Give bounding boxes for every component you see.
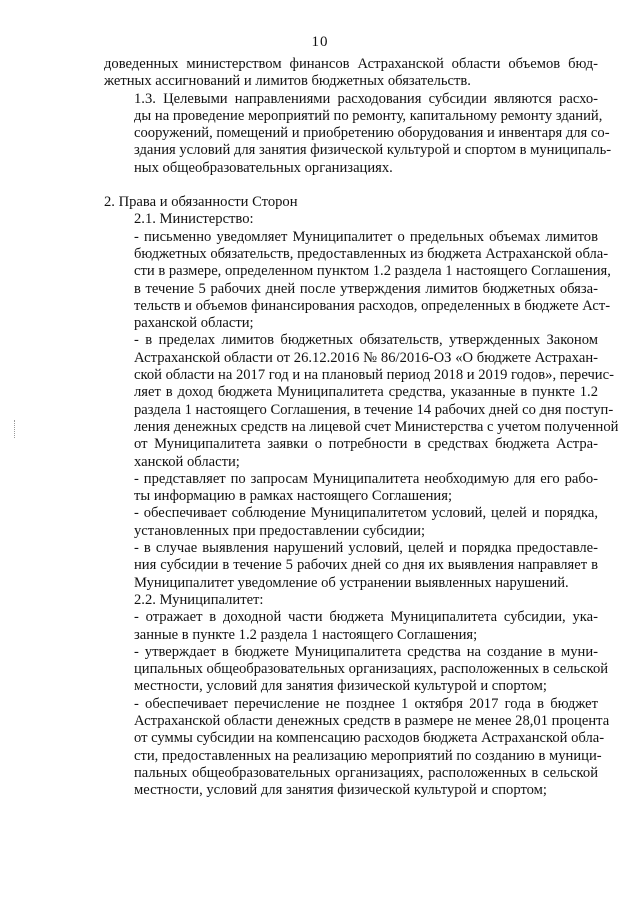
text-line: Муниципалитет уведомление об устранении выявленных нарушений.	[134, 574, 569, 591]
paragraph-ministry-violations	[104, 540, 598, 592]
margin-mark	[14, 420, 18, 438]
text-line: раханской области;	[134, 315, 254, 332]
text-line: ния субсидии в течение 5 рабочих дней со дня их выявления направляет в	[134, 557, 598, 574]
text-line: здания условий для занятия физической культурой и спортом в муниципаль-	[134, 142, 612, 159]
text-line: пальных общеобразовательных организациях, расположенных в сельской	[134, 764, 598, 781]
text-line: сти, предоставленных на реализацию мероприятий по созданию в муници-	[134, 747, 602, 764]
paragraph-municipality-approves	[104, 643, 609, 696]
text-line: 2.1. Министерство:	[134, 211, 254, 228]
text-line: местности, условий для занятия физической культурой и спортом;	[134, 782, 547, 799]
paragraph-municipality-reflects	[104, 609, 598, 644]
section-heading	[104, 194, 598, 211]
paragraph-ministry-control	[104, 505, 598, 540]
paragraph-ministry-transfer	[104, 332, 619, 470]
text-line: ханской области;	[134, 453, 240, 470]
paragraph-municipality-transfer	[104, 695, 610, 800]
text-line: - в пределах лимитов бюджетных обязательств, утвержденных Законом	[134, 332, 598, 349]
text-line: 2. Права и обязанности Сторон	[104, 194, 298, 211]
document-body	[104, 56, 619, 799]
text-line: - представляет по запросам Муниципалитета необходимую для его рабо-	[134, 470, 598, 487]
paragraph-continuation	[104, 56, 598, 91]
text-line: ляет в доход бюджета Муниципалитета средства, указанные в пункте 1.2	[134, 384, 598, 401]
text-line: - обеспечивает перечисление не позднее 1 октября 2017 года в бюджет	[134, 695, 598, 712]
paragraph-1-3	[104, 90, 612, 177]
text-line: местности, условий для занятия физической культурой и спортом;	[134, 678, 547, 695]
text-line: ды на проведение мероприятий по ремонту, капитальному ремонту зданий,	[134, 107, 603, 124]
text-line: ской области на 2017 год и на плановый период 2018 и 2019 годов», перечис-	[134, 367, 614, 384]
text-line: доведенных министерством финансов Астраханской области объемов бюд-	[104, 56, 598, 72]
text-line: 1.3. Целевыми направлениями расходования субсидии являются расхо-	[134, 90, 598, 107]
text-line: - в случае выявления нарушений условий, целей и порядка предоставле-	[134, 540, 598, 557]
text-line: занные в пункте 1.2 раздела 1 настоящего Соглашения;	[134, 626, 478, 643]
text-line: - утверждает в бюджете Муниципалитета средства на создание в муни-	[134, 643, 598, 660]
text-line: ципальных общеобразовательных организациях, расположенных в сельской	[134, 661, 609, 678]
text-line: Астраханской области денежных средств в размере не менее 28,01 процента	[134, 712, 610, 729]
text-line: бюджетных обязательств, предоставленных из бюджета Астраханской обла-	[134, 245, 609, 262]
text-line: жетных ассигнований и лимитов бюджетных обязательств.	[104, 73, 471, 90]
text-line: - письменно уведомляет Муниципалитет о предельных объемах лимитов	[134, 228, 598, 245]
text-line: установленных при предоставлении субсидии;	[134, 522, 426, 539]
paragraph-ministry-info	[104, 471, 598, 506]
text-line: ления денежных средств на лицевой счет Министерства с учетом полученной	[134, 418, 619, 435]
text-line: тельств и объемов финансирования расходов, определенных в бюджете Аст-	[134, 297, 611, 314]
text-line: Астраханской области от 26.12.2016 № 86/2016-ОЗ «О бюджете Астрахан-	[134, 349, 598, 366]
text-line: ных общеобразовательных организациях.	[134, 159, 393, 176]
subsection-2-2	[104, 592, 598, 609]
text-line: в течение 5 рабочих дней после утверждения лимитов бюджетных обяза-	[134, 280, 598, 297]
text-line: - обеспечивает соблюдение Муниципалитетом условий, целей и порядка,	[134, 505, 598, 522]
text-line: от суммы субсидии на компенсацию расходов бюджета Астраханской обла-	[134, 730, 605, 747]
paragraph-ministry-notify	[104, 228, 611, 333]
text-line: сти в размере, определенном пунктом 1.2 раздела 1 настоящего Соглашения,	[134, 263, 611, 280]
text-line: - отражает в доходной части бюджета Муниципалитета субсидии, ука-	[134, 609, 598, 626]
text-line: от Муниципалитета заявки о потребности в средствах бюджета Астра-	[134, 436, 598, 453]
text-line: ты информацию в рамках настоящего Соглашения;	[134, 488, 453, 505]
subsection-2-1	[104, 211, 598, 228]
text-line: раздела 1 настоящего Соглашения, в течение 14 рабочих дней со дня поступ-	[134, 401, 614, 418]
text-line: сооружений, помещений и приобретению оборудования и инвентаря для со-	[134, 125, 610, 142]
page-number: 10	[311, 34, 329, 50]
text-line: 2.2. Муниципалитет:	[134, 591, 264, 608]
